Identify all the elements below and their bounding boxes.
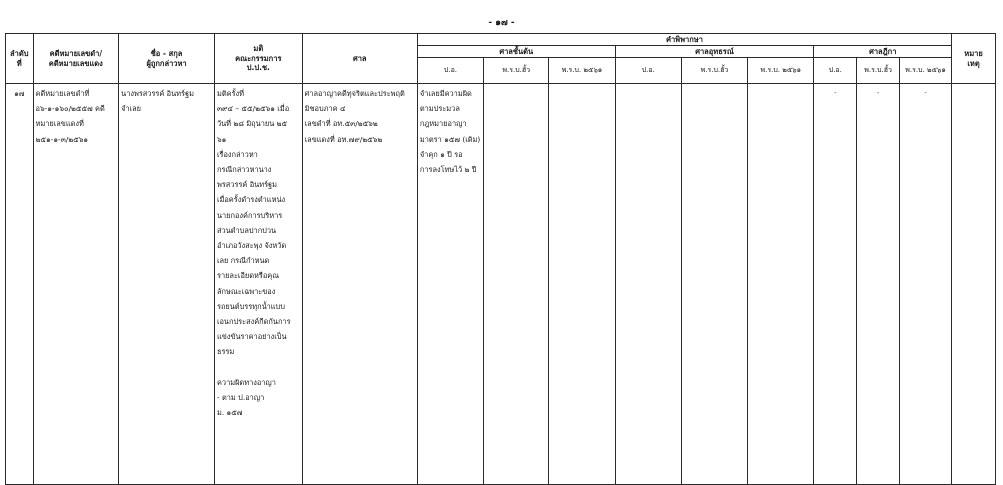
subheader-supreme-act-2561: พ.ร.บ. ๒๕๖๑ [900, 58, 952, 84]
header-first-instance: ศาลชั้นต้น [417, 46, 615, 58]
header-judgment: คำพิพากษา [417, 34, 951, 46]
case-table [5, 33, 996, 485]
row-no: ๑๗ [6, 84, 34, 485]
row-accused: นางพรสวรรค์ อินทร์ฐม จำเลย [119, 84, 215, 485]
subheader-supreme-criminal: ป.อ. [814, 58, 857, 84]
row-appeal-criminal [615, 84, 681, 485]
subheader-first-criminal: ป.อ. [417, 58, 483, 84]
row-first-instance-collusion [484, 84, 549, 485]
table-row [6, 84, 996, 485]
header-no: ลำดับ ที่ [6, 34, 34, 84]
header-accused: ชื่อ - สกุล ผู้ถูกกล่าวหา [119, 34, 215, 84]
row-court: ศาลอาญาคดีทุจริตและประพฤติ มิชอบภาค ๔ เลขดำที่ อท.๕๓/๒๕๖๒ เลขแดงที่ อท.๗๙/๒๕๖๒ [302, 84, 417, 485]
subheader-first-collusion: พ.ร.บ.ฮั้ว [484, 58, 549, 84]
row-supreme-criminal: - [814, 84, 857, 485]
header-appeal: ศาลอุทธรณ์ [615, 46, 814, 58]
row-first-instance-act-2561 [549, 84, 615, 485]
header-remarks: หมาย เหตุ [952, 34, 996, 84]
row-case-no: คดีหมายเลขดำที่ อ๖-๑-๑๖๐/๒๕๕๗ คดี หมายเลขแดงที่ ๒๕๑-๑-๓/๒๕๖๑ [33, 84, 119, 485]
subheader-supreme-collusion: พ.ร.บ.ฮั้ว [857, 58, 900, 84]
row-resolution: มติครั้งที่ ๓๙๔ – ๕๕/๒๕๖๑ เมื่อ วันที่ ๒๘ มิถุนายน ๒๕ ๖๑ เรื่องกล่าวหา กรณีกล่าวหานาง พรสวรรค์ อินทร์ฐม เมื่อครั้งดำรงตำแหน่ง นายกองค์การบริหาร ส่วนตำบลปากปวน อำเภอวังสะพุง จังหวัด เลย กรณีกำหนด รายละเอียดหรือคุณ ลักษณะเฉพาะของ รถยนต์บรรทุกน้ำแบบ เอนกประสงค์กีดกันการ แข่งขันราคาอย่างเป็น ธรรม ความผิดทางอาญา - ตาม ป.อาญา ม. ๑๕๗ [214, 84, 302, 485]
row-supreme-act-2561: - [900, 84, 952, 485]
header-court: ศาล [302, 34, 417, 84]
header-case-no: คดีหมายเลขดำ/ คดีหมายเลขแดง [33, 34, 119, 84]
subheader-appeal-criminal: ป.อ. [615, 58, 681, 84]
subheader-appeal-collusion: พ.ร.บ.ฮั้ว [681, 58, 747, 84]
row-first-instance-criminal: จำเลยมีความผิด ตามประมวล กฎหมายอาญา มาตรา ๑๕๗ (เดิม) จำคุก ๑ ปี รอ การลงโทษไว้ ๒ ปี [417, 84, 483, 485]
row-appeal-act-2561 [748, 84, 814, 485]
page-number: - ๑๗ - [488, 18, 515, 28]
subheader-appeal-act-2561: พ.ร.บ. ๒๕๖๑ [748, 58, 814, 84]
row-appeal-collusion [681, 84, 747, 485]
header-supreme: ศาลฎีกา [814, 46, 952, 58]
row-remarks [952, 84, 996, 485]
row-supreme-collusion: - [857, 84, 900, 485]
subheader-first-act-2561: พ.ร.บ. ๒๕๖๑ [549, 58, 615, 84]
header-resolution: มติ คณะกรรมการ ป.ป.ช. [214, 34, 302, 84]
